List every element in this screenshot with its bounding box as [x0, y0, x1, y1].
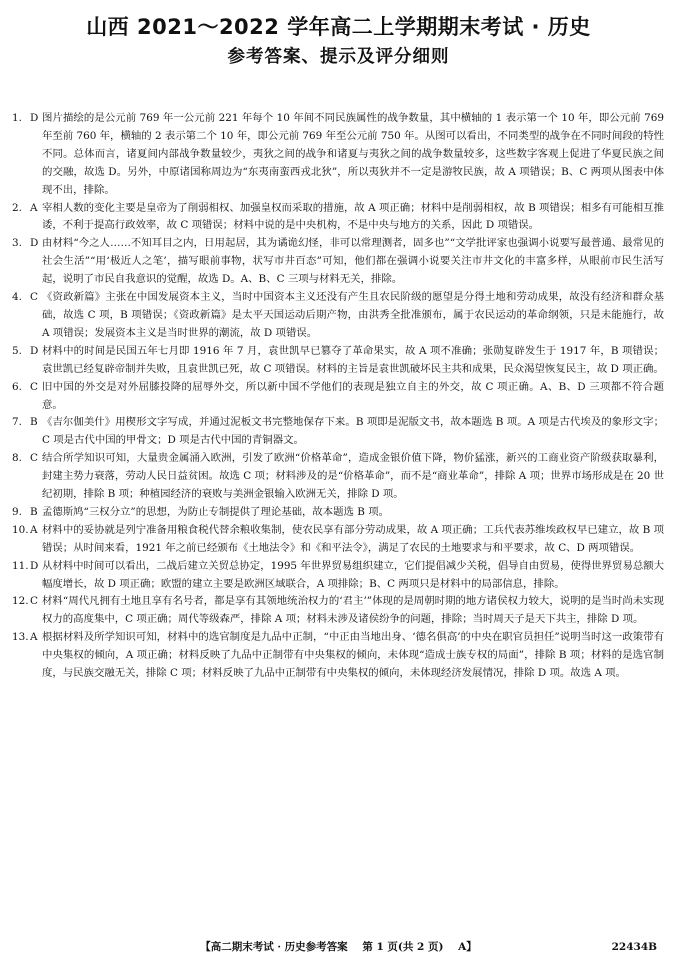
answer-letter: C: [30, 452, 38, 465]
answer-item-13: [12, 629, 664, 683]
answer-list: [12, 110, 664, 683]
answer-item-8: [12, 450, 664, 504]
question-number: 12.: [12, 595, 29, 608]
explanation-text: 旧中国的外交是对外屈膝投降的屈辱外交，所以新中国不学他们的表现是独立自主的外交，故 C 项正确。A、B、D 三项都不符合题意。: [42, 380, 664, 411]
exam-label: 【高二期末考试 · 历史参考答案: [200, 941, 348, 953]
question-number: 7.: [12, 416, 22, 429]
answer-item-11: [12, 558, 664, 594]
page-footer: [0, 938, 677, 956]
question-number: 6.: [12, 380, 22, 393]
answer-letter: D: [30, 559, 39, 572]
explanation-text: 材料中的妥协就是列宁准备用粮食税代替余粮收集制，使农民享有部分劳动成果，故 A 项正确；工兵代表苏维埃政权早已建立，故 B 项错误；从时间来看，1921 年之前已经颁布《土地法令》和《和平法令》，满足了农民的土地要求与和平要求，故 C、D 两项错误。: [42, 523, 664, 554]
document-code: 22434B: [611, 941, 657, 953]
question-number: 3.: [12, 237, 22, 250]
answer-letter: D: [30, 112, 39, 124]
explanation-text: 《资政新篇》主张在中国发展资本主义，当时中国资本主义还没有产生且农民阶级的愿望是分得土地和劳动成果，故没有经济和群众基础，故选 C 项，B 项错误；《资政新篇》是太平天国运动后期产物，由洪秀全批准颁布，属于农民运动的革命纲领，只是未能施行，故 A 项错误；发展资本主义是当时世界的潮流，故 D 项错误。: [42, 291, 664, 339]
question-number: 5.: [12, 344, 22, 357]
answer-letter: B: [30, 505, 38, 518]
answer-item-4: [12, 289, 664, 343]
answer-item-3: [12, 235, 664, 289]
explanation-text: 从材料中时间可以看出，二战后建立关贸总协定，1995 年世界贸易组织建立，它们提倡减少关税，倡导自由贸易，使得世界贸易总额大幅度增长，故 D 项正确；欧盟的建立主要是欧洲区域联合，A 项排除；B、C 两项只是材料中的局部信息，排除。: [42, 559, 665, 590]
answer-item-9: [12, 504, 664, 522]
question-number: 4.: [12, 291, 22, 304]
footer-label: [0, 938, 677, 956]
answer-letter: A: [30, 631, 38, 644]
answer-item-12: [12, 593, 664, 629]
answer-letter: A: [30, 201, 38, 214]
explanation-text: 材料“周代凡拥有土地且享有名号者，都是享有其领地统治权力的‘君主’”体现的是周朝时期的地方诸侯权力较大，说明的是当时尚未实现权力的高度集中，C 项正确；周代等级森严，排除 A 项；材料未涉及诸侯纷争的问题，排除；当时周天子是天下共主，排除 D 项。: [42, 595, 664, 626]
question-number: 13.: [12, 631, 29, 644]
explanation-text: 根据材料及所学知识可知，材料中的选官制度是九品中正制，“中正由当地出身、‘德名俱高’的中央在职官员担任”说明当时这一政策带有中央集权的倾向，A 项正确；材料反映了九品中正制带有中央集权的倾向，未体现“造成士族专权的局面”，排除 B 项；材料的是选官制度，与民族交融无关，排除 C 项；材料反映了九品中正制带有中央集权的倾向，未体现经济发展情况，排除 D 项。故选 A 项。: [42, 631, 664, 680]
answer-item-7: [12, 414, 664, 450]
explanation-text: 孟德斯鸠“三权分立”的思想，为防止专制提供了理论基础，故本题选 B 项。: [42, 505, 389, 518]
question-number: 10.: [12, 523, 29, 536]
explanation-text: 材料中的时间是民国五年七月即 1916 年 7 月，袁世凯早已篡夺了革命果实，故 A 项不准确；张勋复辟发生于 1917 年，B 项错误；袁世凯已经复辟帝制并失败，且袁世凯已死，故 C 项错误。材料的主旨是袁世凯破坏民主共和成果，民众渴望恢复民主，故 D 项正确。: [42, 344, 664, 375]
page-subtitle: 参考答案、提示及评分细则: [227, 47, 450, 67]
explanation-text: 宰相人数的变化主要是皇帝为了削弱相权、加强皇权而采取的措施，故 A 项正确；材料中是削弱相权，故 B 项错误；相多有可能相互推诿，不利于提高行政效率，故 C 项错误；材料中说的是中央机构，不是中央与地方的关系，因此 D 项错误。: [42, 201, 664, 232]
answer-letter: D: [30, 237, 39, 250]
explanation-text: 由材料“今之人……不知耳目之内，日用起居，其为谲诡幻怪，非可以常理测者，固多也”“文学批评家也强调小说要写最普通、最常见的社会生活”“用‘极近人之笔’，描写眼前事物，状写市井百态”可知，他们都在强调小说要关注市井文化的丰富多样，从眼前市民生活写起，说明了市民自我意识的觉醒，故选 D。A、B、C 三项与材料无关，排除。: [42, 237, 664, 286]
explanation-text: 结合所学知识可知，大量贵金属涌入欧洲，引发了欧洲“价格革命”，造成金银价值下降，物价猛涨，新兴的工商业资产阶级获取暴利，封建主势力衰落，劳动人民日益贫困。故选 C 项；材料涉及的是“价格革命”，而不是“商业革命”，排除 A 项；世界市场形成是在 20 世纪初期，排除 B 项；种植园经济的衰败与美洲金银输入欧洲无关，排除 D 项。: [42, 452, 664, 501]
answer-item-5: [12, 343, 664, 379]
answer-letter: C: [30, 380, 38, 393]
answer-letter: C: [30, 291, 38, 304]
explanation-text: 《吉尔伽美什》用楔形文字写成，并通过泥板文书完整地保存下来。B 项即是泥版文书，故本题选 B 项。A 项是古代埃及的象形文字；C 项是古代中国的甲骨文；D 项是古代中国的青铜器文。: [42, 416, 664, 447]
answer-item-2: [12, 200, 664, 236]
question-number: 11.: [12, 559, 29, 572]
question-number: 2.: [12, 201, 22, 214]
page-title: 山西 2021～2022 学年高二上学期期末考试 · 历史: [86, 15, 591, 39]
answer-letter: D: [30, 344, 39, 357]
answer-item-1: [12, 110, 664, 200]
question-number: 1.: [12, 112, 22, 124]
version-label: A】: [458, 941, 477, 953]
answer-item-10: [12, 522, 664, 558]
page-info: 第 1 页(共 2 页): [362, 941, 444, 953]
explanation-text: 图片描绘的是公元前 769 年一公元前 221 年每个 10 年间不同民族属性的战争数量，其中横轴的 1 表示第一个 10 年，即公元前 769 年至前 760 年，横轴的 2 表示第二个 10 年，即公元前 769 年至公元前 750 年。从图可以看出，不同类型的战争在不同时间段的特性不同。总体而言，诸夏间内部战争数量较少，夷狄之间的战争和诸夏与夷狄之间的战争数量较多，这些数字客观上促进了华夏民族之间的交融，故选 D。另外，中原诸国称周边为“东夷南蛮西戎北狄”，所以夷狄并不一定是游牧民族，故 A 项错误；B、C 两项从图表中体现不出，排除。: [42, 112, 664, 196]
answer-letter: B: [30, 416, 38, 429]
question-number: 9.: [12, 505, 22, 518]
answer-letter: A: [30, 523, 38, 536]
answer-item-6: [12, 379, 664, 415]
answer-letter: C: [30, 595, 38, 608]
question-number: 8.: [12, 452, 22, 465]
